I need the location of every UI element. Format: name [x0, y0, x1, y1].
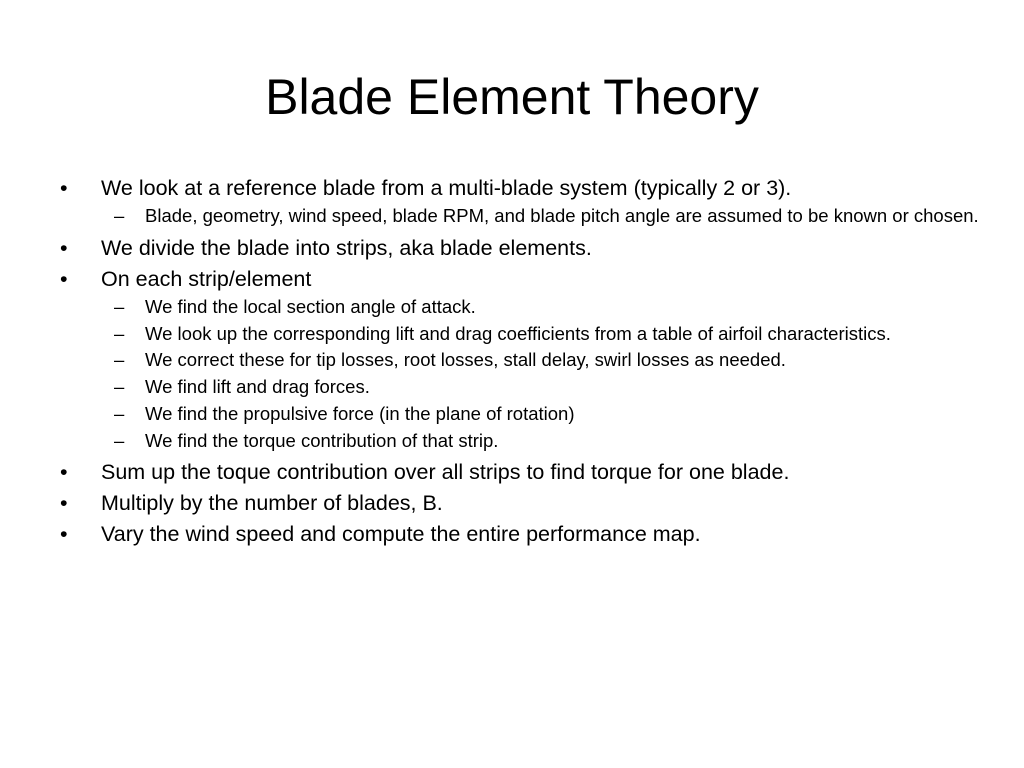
bullet-text: On each strip/element [101, 266, 312, 291]
sub-bullet-text: We find the torque contribution of that strip. [145, 429, 499, 451]
bullet-list [60, 176, 990, 547]
dash-marker: – [114, 349, 125, 371]
dash-marker: – [114, 376, 125, 398]
sub-bullet-item [60, 404, 990, 425]
bullet-marker: • [60, 491, 68, 516]
dash-marker: – [114, 295, 125, 317]
sub-bullet-item [60, 206, 990, 227]
sub-bullet-item [60, 377, 990, 398]
bullet-text: Multiply by the number of blades, B. [101, 491, 443, 516]
bullet-marker: • [60, 522, 68, 547]
bullet-item [60, 491, 990, 515]
sub-bullet-item [60, 297, 990, 318]
bullet-text: We look at a reference blade from a multi-blade system (typically 2 or 3). [101, 176, 792, 200]
sub-bullet-text: We look up the corresponding lift and drag coefficients from a table of airfoil characteristics. [145, 322, 891, 344]
slide-title: Blade Element Theory [265, 69, 759, 125]
dash-marker: – [114, 205, 125, 227]
sub-bullet-text: We find lift and drag forces. [145, 376, 370, 398]
bullet-marker: • [60, 235, 68, 260]
sub-bullet-text: We find the propulsive force (in the plane of rotation) [145, 402, 575, 424]
bullet-marker: • [60, 176, 68, 200]
bullet-item [60, 522, 990, 546]
sub-bullet-item [60, 324, 990, 345]
bullet-text: We divide the blade into strips, aka blade elements. [101, 235, 592, 260]
bullet-item [60, 176, 990, 200]
bullet-marker: • [60, 460, 68, 485]
bullet-item [60, 267, 990, 291]
dash-marker: – [114, 402, 125, 424]
sub-bullet-text: We find the local section angle of attack. [145, 295, 476, 317]
bullet-text: Sum up the toque contribution over all strips to find torque for one blade. [101, 460, 790, 485]
bullet-text: Vary the wind speed and compute the entire performance map. [101, 522, 701, 547]
sub-bullet-item [60, 350, 990, 371]
bullet-marker: • [60, 266, 68, 291]
dash-marker: – [114, 322, 125, 344]
sub-bullet-item [60, 431, 990, 452]
dash-marker: – [114, 429, 125, 451]
sub-bullet-text: Blade, geometry, wind speed, blade RPM, and blade pitch angle are assumed to be known or chosen. [145, 205, 979, 227]
sub-bullet-text: We correct these for tip losses, root losses, stall delay, swirl losses as needed. [145, 349, 786, 371]
bullet-item [60, 460, 990, 484]
bullet-item [60, 236, 990, 260]
